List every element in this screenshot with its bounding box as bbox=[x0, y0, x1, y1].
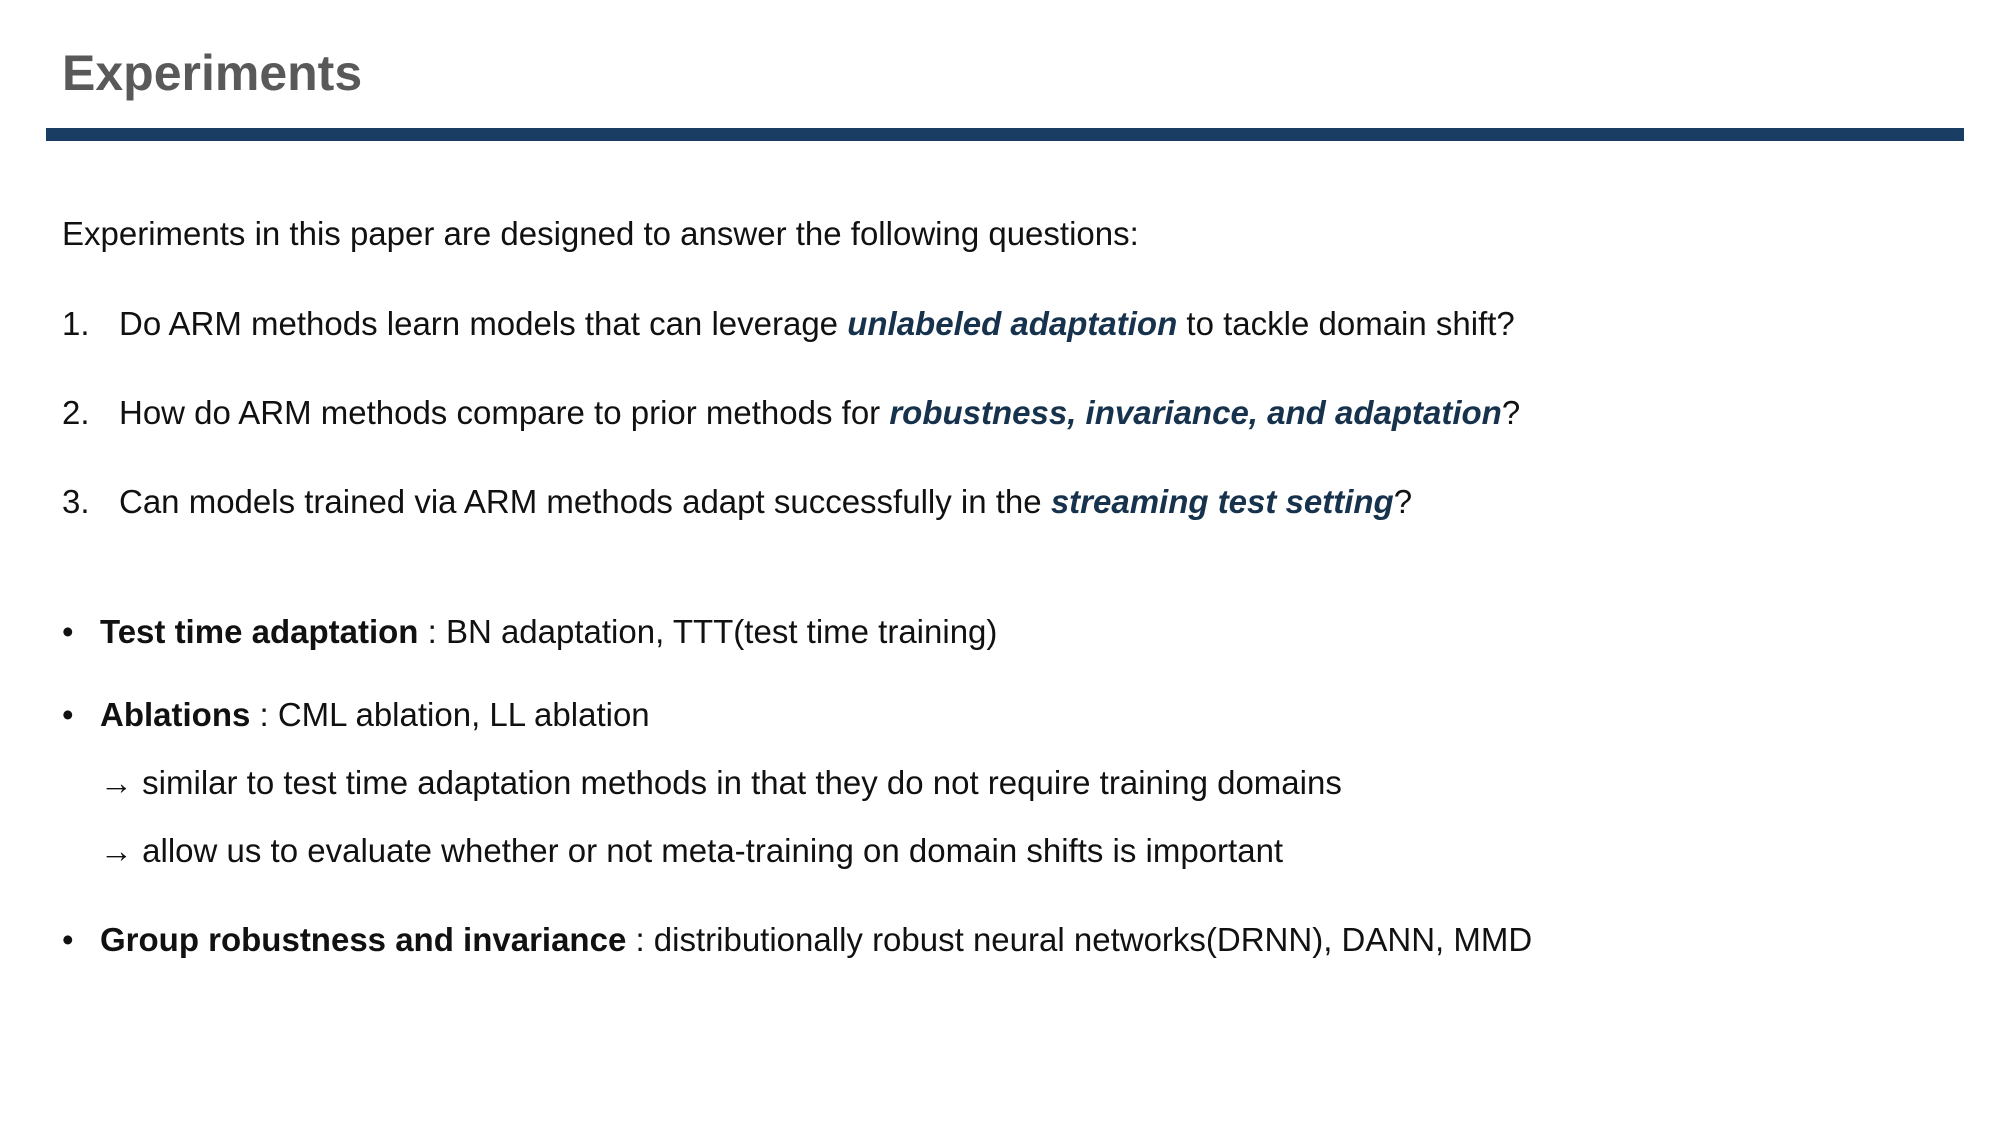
question-text: Do ARM methods learn models that can leverage bbox=[119, 305, 848, 342]
bullet-ablations bbox=[100, 693, 650, 737]
question-number: 1. bbox=[62, 305, 90, 342]
bullet-detail: : BN adaptation, TTT(test time training) bbox=[418, 613, 998, 650]
question-3 bbox=[62, 480, 1412, 524]
intro-text: Experiments in this paper are designed to answer the following questions: bbox=[62, 215, 1139, 252]
question-number: 3. bbox=[62, 483, 90, 520]
bullet-test-time-adaptation bbox=[100, 610, 997, 654]
ablation-note-1: → similar to test time adaptation methods in that they do not require training domains bbox=[100, 764, 1342, 801]
question-2 bbox=[62, 391, 1520, 435]
bullet-dot-icon: • bbox=[62, 696, 74, 733]
question-text-end: ? bbox=[1393, 483, 1413, 520]
bullet-label: Ablations bbox=[100, 696, 251, 733]
bullet-dot-icon: • bbox=[62, 921, 74, 958]
question-emphasis: unlabeled adaptation bbox=[847, 305, 1178, 342]
ablation-note-2: → allow us to evaluate whether or not meta-training on domain shifts is important bbox=[100, 832, 1284, 869]
bullet-dot-icon: • bbox=[62, 613, 74, 650]
bullet-label: Test time adaptation bbox=[100, 613, 419, 650]
title-underline bbox=[46, 128, 1964, 141]
bullet-detail: : CML ablation, LL ablation bbox=[250, 696, 650, 733]
question-text-end: ? bbox=[1501, 394, 1521, 431]
bullet-detail: : distributionally robust neural networks(DRNN), DANN, MMD bbox=[626, 921, 1533, 958]
question-text-end: to tackle domain shift? bbox=[1177, 305, 1515, 342]
question-emphasis: streaming test setting bbox=[1050, 483, 1394, 520]
question-number: 2. bbox=[62, 394, 90, 431]
slide-title: Experiments bbox=[62, 45, 363, 101]
bullet-group-robustness bbox=[100, 918, 1532, 962]
bullet-label: Group robustness and invariance bbox=[100, 921, 627, 958]
question-1 bbox=[62, 302, 1515, 346]
question-text: Can models trained via ARM methods adapt successfully in the bbox=[119, 483, 1051, 520]
question-text: How do ARM methods compare to prior methods for bbox=[119, 394, 890, 431]
question-emphasis: robustness, invariance, and adaptation bbox=[889, 394, 1502, 431]
